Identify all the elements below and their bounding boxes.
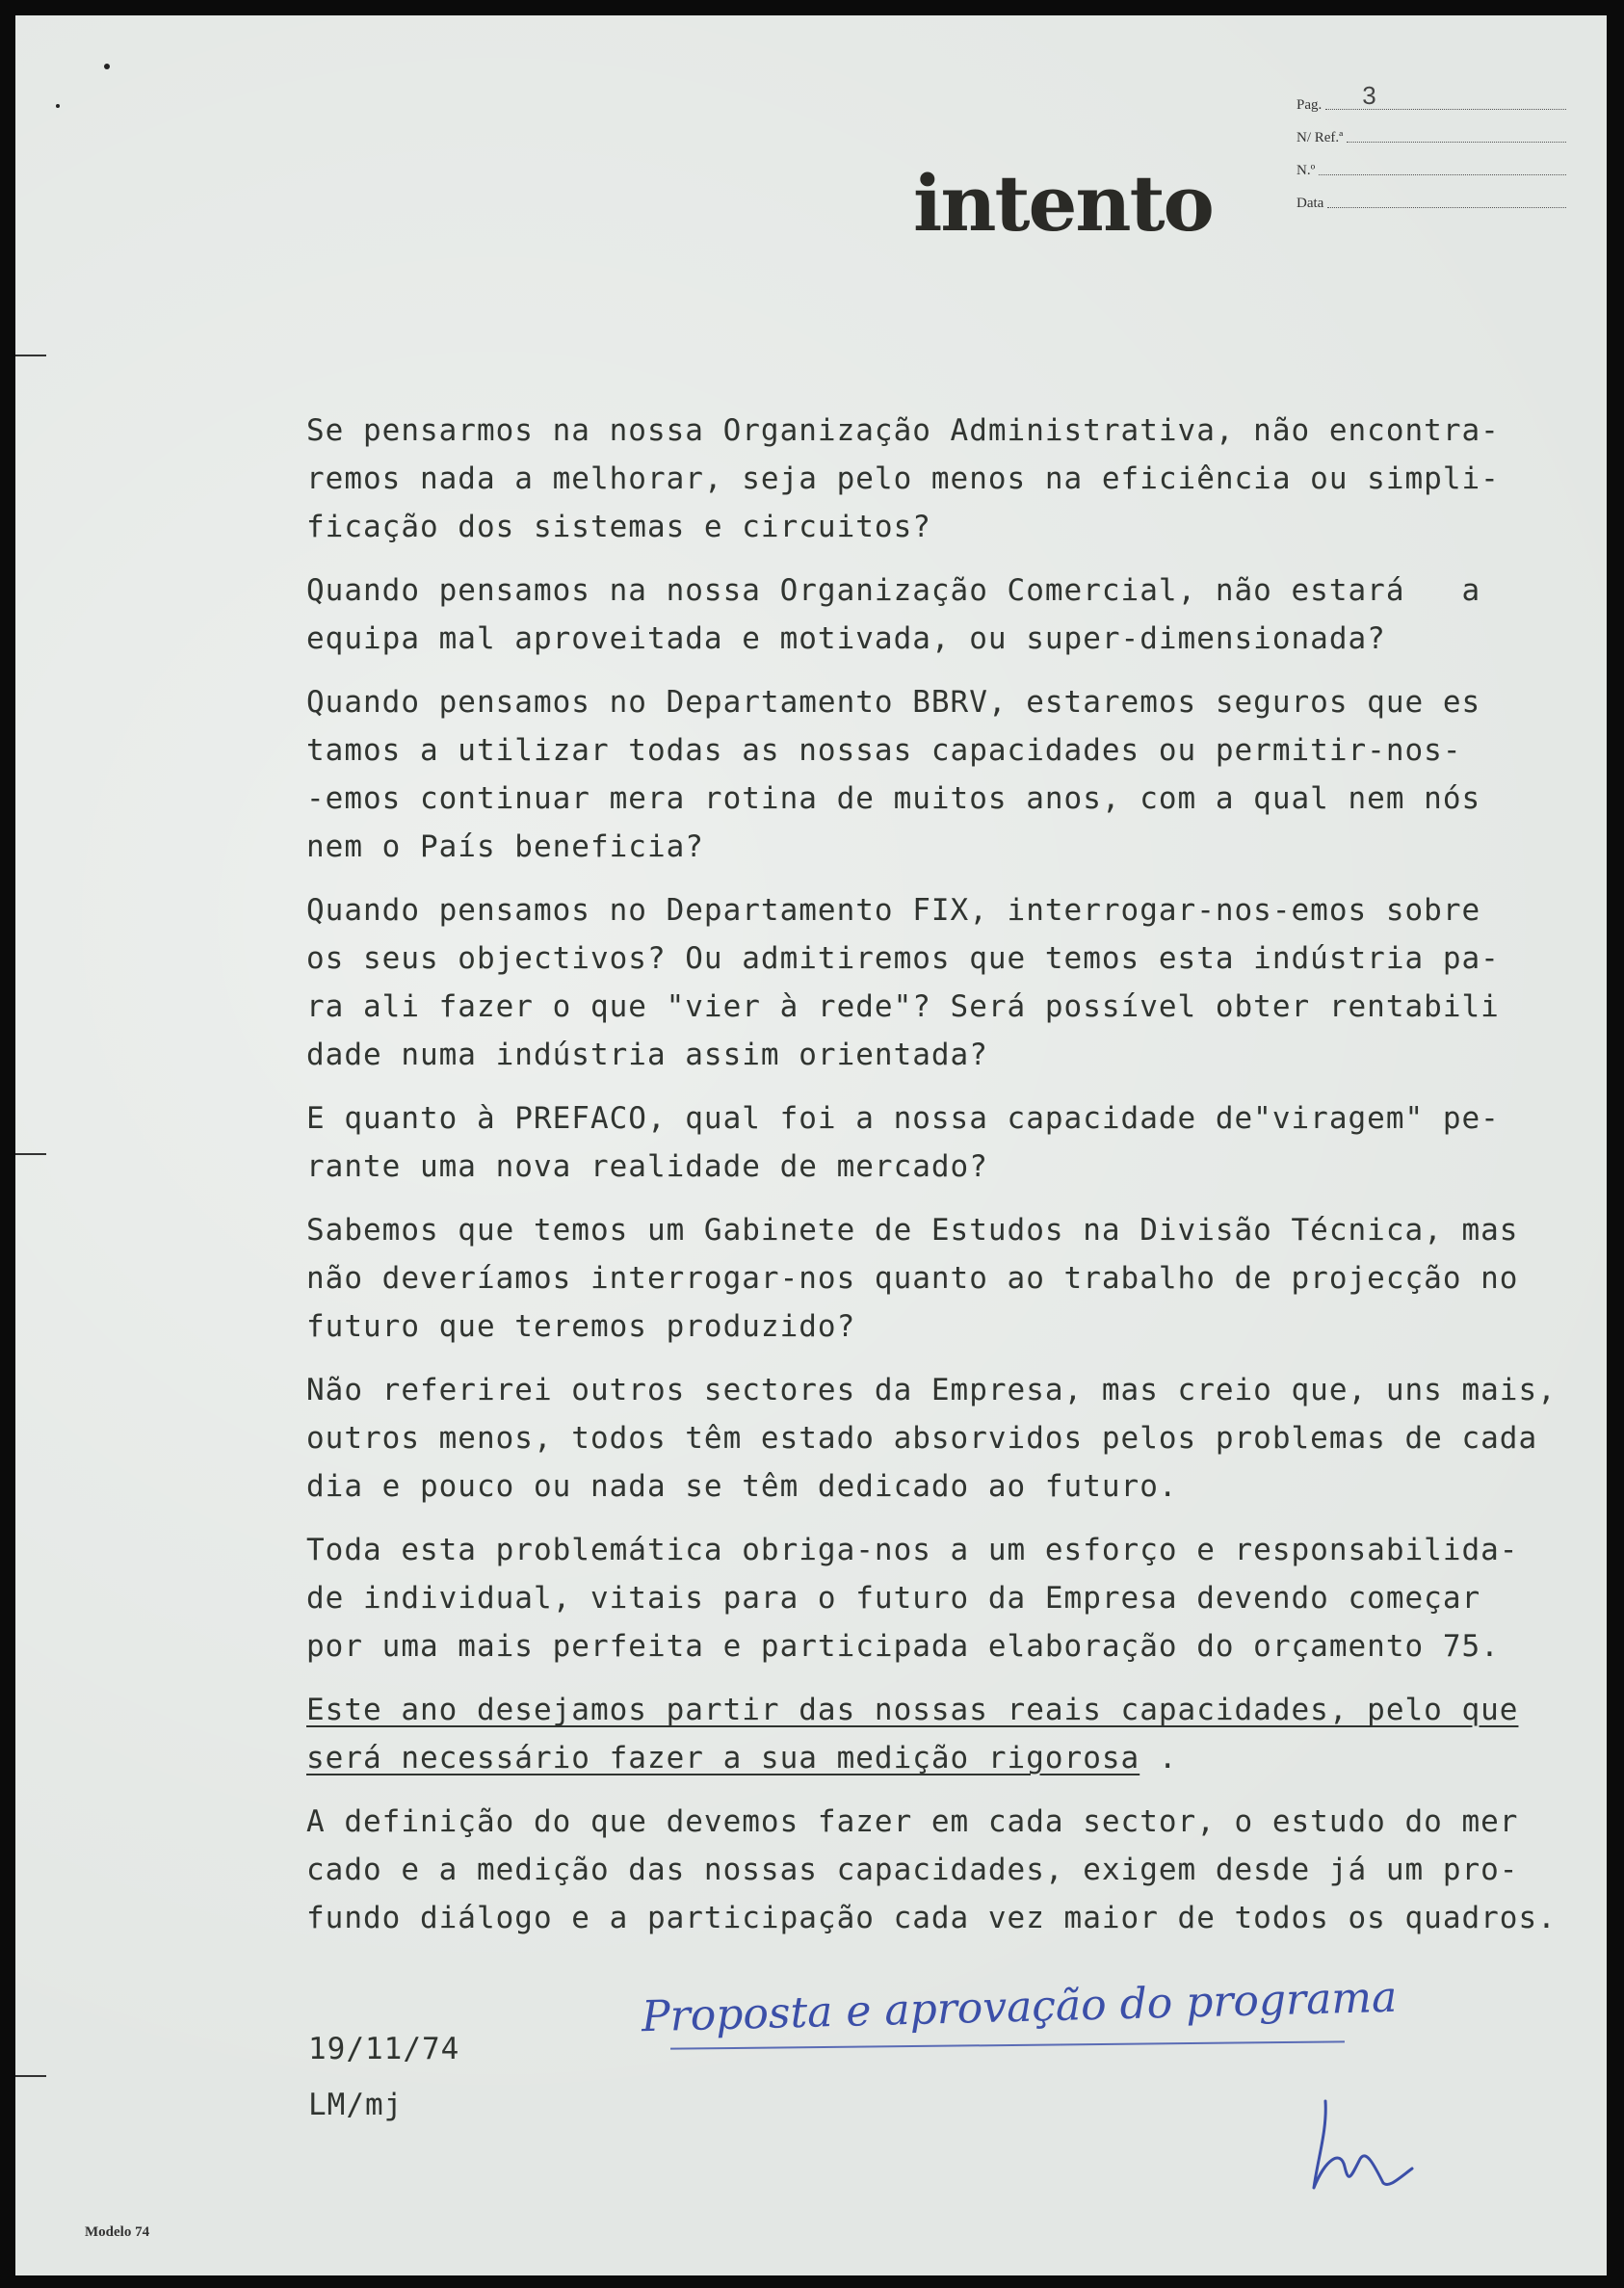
margin-mark <box>15 1153 46 1155</box>
margin-mark <box>15 2075 46 2077</box>
sign-off <box>308 2021 459 2133</box>
paragraph: Quando pensamos na nossa Organização Comercial, não estará a equipa mal aproveitada e motivada, ou super-dimensionada? <box>306 573 1481 656</box>
paragraph: Quando pensamos no Departamento BBRV, estaremos seguros que es tamos a utilizar todas as nossas capacidades ou permitir-nos- -emos continuar mera rotina de muitos anos, com a qual nem nós nem o País beneficia? <box>306 685 1481 864</box>
ref-field: N/ Ref.ª <box>1297 114 1566 146</box>
typist-initials: LM/mj <box>308 2088 404 2122</box>
reference-fields <box>1297 81 1566 212</box>
paragraph: Toda esta problemática obriga-nos a um esforço e responsabilida- de individual, vitais para o futuro da Empresa devendo começar por uma mais perfeita e participada elaboração do orçamento 75. <box>306 1533 1519 1664</box>
margin-mark <box>15 355 46 356</box>
ink-speck <box>56 104 60 108</box>
paragraph: E quanto à PREFACO, qual foi a nossa capacidade de"viragem" pe- rante uma nova realidade de mercado? <box>306 1101 1500 1184</box>
paragraph: Não referirei outros sectores da Empresa, mas creio que, uns mais, outros menos, todos têm estado absorvidos pelos problemas de cada dia e pouco ou nada se têm dedicado ao futuro. <box>306 1373 1557 1504</box>
paragraph: Se pensarmos na nossa Organização Administrativa, não encontra- remos nada a melhorar, seja pelo menos na eficiência ou simpli- ficação dos sistemas e circuitos? <box>306 413 1500 544</box>
handwritten-underline <box>670 2040 1345 2049</box>
handwritten-note: Proposta e aprovação do programa <box>641 1972 1398 2042</box>
paragraph: A definição do que devemos fazer em cada sector, o estudo do mer cado e a medição das nossas capacidades, exigem desde já um pro- fundo diálogo e a participação cada vez maior de todos os quadros. <box>306 1804 1557 1935</box>
date-field: Data <box>1297 179 1566 212</box>
company-logo: intento <box>913 158 1213 249</box>
letter-date: 19/11/74 <box>308 2032 460 2066</box>
signature-icon <box>1306 2091 1422 2197</box>
ink-speck <box>104 64 110 69</box>
form-model-label: Modelo 74 <box>85 2224 150 2240</box>
underlined-paragraph: Este ano desejamos partir das nossas reais capacidades, pelo que será necessário fazer a sua medição rigorosa . <box>306 1693 1519 1775</box>
document-page <box>15 15 1607 2275</box>
page-number: 3 <box>1362 81 1376 110</box>
number-field: N.º <box>1297 146 1566 179</box>
page-field: Pag. 3 <box>1297 81 1566 114</box>
letter-body <box>306 407 1597 1958</box>
paragraph: Quando pensamos no Departamento FIX, interrogar-nos-emos sobre os seus objectivos? Ou admitiremos que temos esta indústria pa- ra ali fazer o que "vier à rede"? Será possível obter rentabili dade numa indústria assim orientada? <box>306 893 1500 1072</box>
paragraph: Sabemos que temos um Gabinete de Estudos na Divisão Técnica, mas não deveríamos interrogar-nos quanto ao trabalho de projecção no futuro que teremos produzido? <box>306 1213 1519 1344</box>
